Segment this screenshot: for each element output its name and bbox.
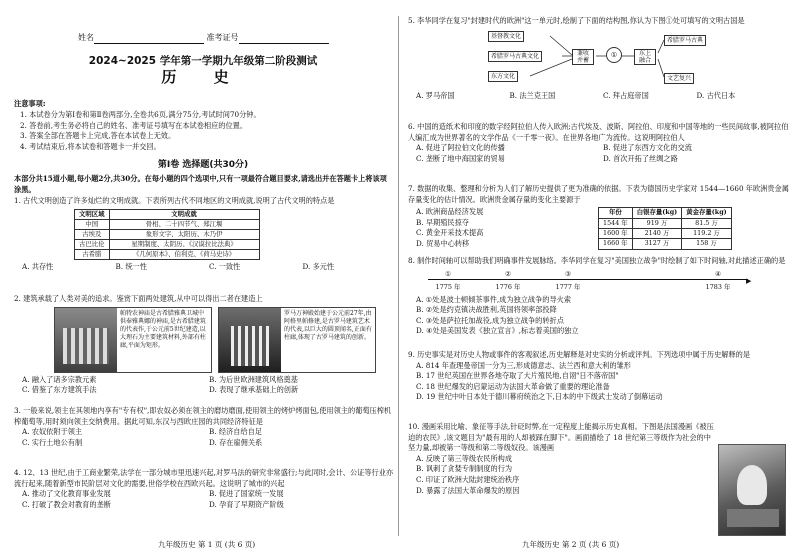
table-cell: 2140 万: [632, 228, 682, 238]
table-cell: 919 万: [632, 218, 682, 228]
question-stem: 1. 古代文明创造了许多灿烂的文明成就。下表所列古代不同地区的文明成就,说明了古代文明的特点是: [14, 196, 335, 205]
option-d[interactable]: D. 暴露了法国大革命爆发的原因: [416, 485, 520, 495]
table-cell: 象形文字、太阳历、木乃伊: [109, 229, 259, 239]
option-b[interactable]: B. 讽刺了贪婪专制制度的行为: [416, 464, 513, 474]
option-d[interactable]: D. 19 世纪中叶日本处于德川幕府统治之下,日本的中下级武士发动了倒幕运动: [416, 392, 663, 402]
diagram-blank: ①: [606, 47, 622, 63]
arrow-right-icon: ▶: [746, 276, 752, 285]
pantheon-caption: 罗马万神殿始建于公元前27年,由阿格里帕修建,是古罗马建筑艺术的代表,以巨大的圆顶闻名,正面有柱廊,体现了古罗马建筑的创新。: [284, 309, 372, 342]
option-a[interactable]: A. 推动了文化教育事业发展: [22, 489, 111, 499]
diagram-node: 文艺复兴: [664, 73, 694, 84]
table-header: 白银存量(kg): [632, 208, 682, 218]
question-5: [408, 16, 790, 101]
timeline-mark: ①: [445, 269, 451, 278]
question-1: [14, 196, 396, 272]
diagram-node: 东上融合: [634, 49, 656, 65]
notes-title: 注意事项:: [14, 99, 46, 108]
question-stem: 3. 一般来说,领主在其领地内享有"专有权",即农奴必须在领主的磨坊磨面,使用领主的烤炉烤面包,使用领主的葡萄压榨机榨葡萄等,用时须向领主交纳费用。据此可知,东汉与西欧庄园的共同经济特征是: [14, 406, 392, 426]
notes-list: [20, 110, 390, 152]
table-row: [75, 229, 260, 239]
question-stem: 4. 12、13 世纪,由于工商业繁荣,法学在一部分城市里迅速兴起,对罗马法的研究非常盛行;与此同时,会计、公证等行业亦流行起来,随着新型市民阶层对文化的需要,世俗学校在西欧兴起。这说明了城市的兴起: [14, 468, 394, 488]
option-b[interactable]: B. 17 世纪英国在世界各地夺取了大片殖民地,自诩"日不落帝国": [416, 371, 619, 381]
options: [408, 91, 790, 102]
page-footer: 九年级历史 第 2 页 (共 6 页): [522, 540, 620, 549]
option-c[interactable]: C. 一致性: [209, 261, 241, 271]
timeline-mark: ③: [565, 269, 571, 278]
option-c[interactable]: C. 实行土地公有制: [22, 437, 83, 447]
subject-title: 历 史: [161, 68, 245, 86]
page-divider: [398, 16, 399, 536]
diagram-node: 希腊罗马古典: [664, 35, 706, 46]
timeline-year: 1775 年: [435, 282, 461, 291]
table-header: 文明区域: [75, 209, 110, 219]
question-stem: 5. 李华同学在复习"封建时代的欧洲"这一单元时,绘制了下面的结构图,你认为下图①处可填写的文明古国是: [408, 16, 745, 25]
note-item: 1. 本试卷分为第Ⅰ卷和第Ⅱ卷两部分,全卷共6页,满分75分,考试时间70分钟。: [20, 110, 261, 119]
section-title: 第Ⅰ卷 选择题(共30分): [157, 160, 249, 170]
options: [14, 489, 396, 510]
table-cell: 中国: [75, 219, 110, 229]
options: [408, 207, 598, 249]
question-8: [408, 256, 790, 337]
option-b[interactable]: B. 早期殖民掠夺: [416, 217, 469, 227]
pantheon-figure: [218, 307, 376, 373]
building-images: [54, 307, 396, 373]
note-item: 3. 答案全部在答题卡上完成,答在本试卷上无效。: [20, 131, 176, 141]
civilization-table: [74, 209, 260, 260]
option-a[interactable]: A. 反映了第三等级农民所构成: [416, 453, 513, 463]
option-c[interactable]: C. 拜占庭帝国: [603, 90, 649, 100]
name-label: 姓名: [78, 33, 94, 42]
options: [408, 361, 790, 403]
option-a[interactable]: A. 促进了阿拉伯文化的传播: [416, 143, 505, 153]
option-d[interactable]: D. 古代日本: [696, 90, 736, 100]
table-cell: 3127 万: [632, 239, 682, 249]
option-c[interactable]: C. 18 世纪爆发的启蒙运动为法国大革命做了重要的理论准备: [416, 381, 610, 391]
timeline-mark: ②: [505, 269, 511, 278]
structure-diagram: [488, 29, 718, 89]
table-cell: 1660 年: [599, 239, 633, 249]
question-9: [408, 350, 790, 403]
option-b[interactable]: B. 统一性: [115, 261, 147, 271]
table-cell: 星期制度、太阴历、《汉谟拉比法典》: [109, 239, 259, 249]
option-c[interactable]: C. 借鉴了东方建筑手法: [22, 385, 97, 395]
parthenon-photo: [55, 308, 117, 372]
question-6: [408, 122, 790, 164]
timeline-year: 1777 年: [555, 282, 581, 291]
name-field[interactable]: [94, 35, 204, 44]
parthenon-figure: [54, 307, 212, 373]
question-stem: 7. 数据的收集、整理和分析为人们了解历史提供了更为准确的依据。下表为德国历史学家对 1544—1660 年欧洲贵金属存量变化的估计情况。欧洲贵金属存量的变化主要源于: [408, 184, 789, 204]
parthenon-caption: 帕特农神庙是古希腊雅典卫城中供奉雅典娜的神庙,是古希腊建筑的代表作,于公元前5世纪建造,以大理石为主要建筑材料,外部有柱廊,平面为矩形。: [120, 309, 206, 350]
table-row: [599, 239, 732, 249]
option-d[interactable]: D. 首次开拓了丝绸之路: [603, 153, 678, 163]
table-cell: 古巴比伦: [75, 239, 110, 249]
exam-title: 2024~2025 学年第一学期九年级第二阶段测试: [88, 55, 318, 67]
table-row: [75, 219, 260, 229]
question-stem: 6. 中国的造纸术和印度的数字经阿拉伯人传入欧洲;古代埃及、波斯、阿拉伯、印度和中国等地的一些民间故事,被阿拉伯人编汇成为世界著名的文学作品《一千零一夜》。在世界各地广为流传。这说明阿拉伯人: [408, 122, 789, 142]
option-d[interactable]: D. 表现了继承基础上的创新: [209, 385, 299, 395]
pantheon-photo: [219, 308, 281, 372]
question-stem: 8. 制作时间轴可以帮助我们明确事件发展脉络。李华同学在复习"美国独立战争"时绘制了如下时间轴,对此描述正确的是: [408, 256, 786, 265]
page-footer: 九年级历史 第 1 页 (共 6 页): [158, 540, 256, 549]
option-c[interactable]: C. 黄金开采技术提高: [416, 228, 484, 238]
option-d[interactable]: D. 孕育了早期资产阶级: [209, 499, 284, 509]
option-d[interactable]: D. ④处是美国发表《独立宣言》,标志着美国的独立: [416, 326, 579, 336]
options: [408, 295, 790, 337]
options: [408, 143, 790, 164]
diagram-node: 希腊罗马古典文化: [488, 51, 542, 62]
option-a[interactable]: A. 814 年查理曼帝国一分为三,形成德意志、法兰西和意大利的雏形: [416, 360, 631, 370]
table-row: [75, 239, 260, 249]
table-row: [599, 228, 732, 238]
option-c[interactable]: C. 打破了教会对教育的垄断: [22, 499, 111, 509]
table-cell: 1544 年: [599, 218, 633, 228]
question-3: [14, 406, 396, 448]
metal-table: [598, 207, 732, 249]
question-stem: 9. 历史事实是对历史人物或事件的客观叙述,历史解释是对史实的分析或评判。下列选项中属于历史解释的是: [408, 350, 751, 359]
table-cell: 1600 年: [599, 228, 633, 238]
option-d[interactable]: D. 存在雇佣关系: [209, 437, 263, 447]
table-cell: 《几何原本》、伯利克、《荷马史诗》: [109, 249, 259, 259]
exam-no-field[interactable]: [239, 35, 329, 44]
option-a[interactable]: A. 融入了诸多宗教元素: [22, 374, 97, 384]
option-c[interactable]: C. ③处是萨拉托加战役,成为独立战争的转折点: [416, 315, 564, 325]
note-item: 4. 考试结束后,将本试卷和答题卡一并交回。: [20, 141, 161, 151]
diagram-node: 基督教文化: [488, 31, 524, 42]
q7-body: [408, 207, 790, 249]
timeline-mark: ④: [715, 269, 721, 278]
table-cell: 158 万: [682, 239, 732, 249]
table-cell: 119.2 万: [682, 228, 732, 238]
timeline: [428, 269, 768, 293]
option-a[interactable]: A. 罗马帝国: [416, 90, 455, 100]
option-d[interactable]: D. 贸易中心转移: [416, 238, 470, 248]
name-line: [78, 33, 329, 44]
option-a[interactable]: A. ①处是波士顿倾茶事件,成为独立战争的导火索: [416, 294, 572, 304]
option-d[interactable]: D. 多元性: [302, 261, 335, 271]
option-b[interactable]: B. 促进了国家统一发展: [209, 489, 284, 499]
timeline-year: 1783 年: [705, 282, 731, 291]
question-2: [14, 294, 396, 396]
peasant-cartoon-image: [718, 444, 786, 536]
option-b[interactable]: B. 为后世欧洲建筑风格奠基: [209, 374, 298, 384]
timeline-year: 1776 年: [495, 282, 521, 291]
diagram-arrows: [488, 29, 718, 89]
question-stem: 10. 漫画采用比喻、象征等手法,针砭时弊,在一定程度上能揭示历史真相。下图是法国漫画《被压迫的农民》,该文题目为"最有用的人却被踩在脚下"。画面描绘了 18 世纪第三等级作为社会的中坚力量,却被第一等级和第二等级奴役。该漫画: [408, 422, 714, 453]
option-b[interactable]: B. 促进了东西方文化的交流: [603, 143, 692, 153]
option-a[interactable]: A. 共存性: [22, 261, 54, 271]
left-page: [8, 0, 398, 558]
exam-no-label: 准考证号: [206, 33, 239, 42]
table-row: [599, 218, 732, 228]
right-page: [402, 0, 792, 558]
options: [14, 375, 396, 396]
option-b[interactable]: B. ②处是约克镇决战胜利,英国将领率部投降: [416, 305, 557, 315]
question-4: [14, 468, 396, 510]
option-a[interactable]: A. 农奴依附于领主: [22, 427, 83, 437]
diagram-node: 兼收并蓄: [572, 49, 594, 65]
table-header: 年份: [599, 208, 633, 218]
table-cell: 古希腊: [75, 249, 110, 259]
option-c[interactable]: C. 垄断了地中海国家的贸易: [416, 153, 505, 163]
option-c[interactable]: C. 印证了欧洲大陆封建统治秩序: [416, 474, 520, 484]
table-cell: 古埃及: [75, 229, 110, 239]
table-header: 文明成就: [109, 209, 259, 219]
option-b[interactable]: B. 经济自给自足: [209, 427, 262, 437]
question-stem: 2. 建筑承载了人类对美的追求。鉴赏下面两处建筑,从中可以得出二者在建造上: [14, 294, 263, 303]
question-7: [408, 184, 790, 250]
option-b[interactable]: B. 法兰克王国: [509, 90, 556, 100]
option-a[interactable]: A. 欧洲商品经济发展: [416, 207, 484, 217]
note-item: 2. 答卷前,考生务必将自己的姓名、准考证号填写在本试卷相应的位置。: [20, 120, 248, 130]
options: [14, 427, 396, 448]
table-cell: 81.5 万: [682, 218, 732, 228]
table-header: 黄金存量(kg): [682, 208, 732, 218]
table-cell: 骨相、二十四节气、郑江堰: [109, 219, 259, 229]
table-row: [75, 249, 260, 259]
diagram-node: 东方文化: [488, 71, 518, 82]
options: [14, 262, 396, 273]
section-intro: 本部分共15道小题,每小题2分,共30分。在每小题的四个选项中,只有一项最符合题目要求,请选出并在答题卡上将该项涂黑。: [14, 174, 387, 194]
